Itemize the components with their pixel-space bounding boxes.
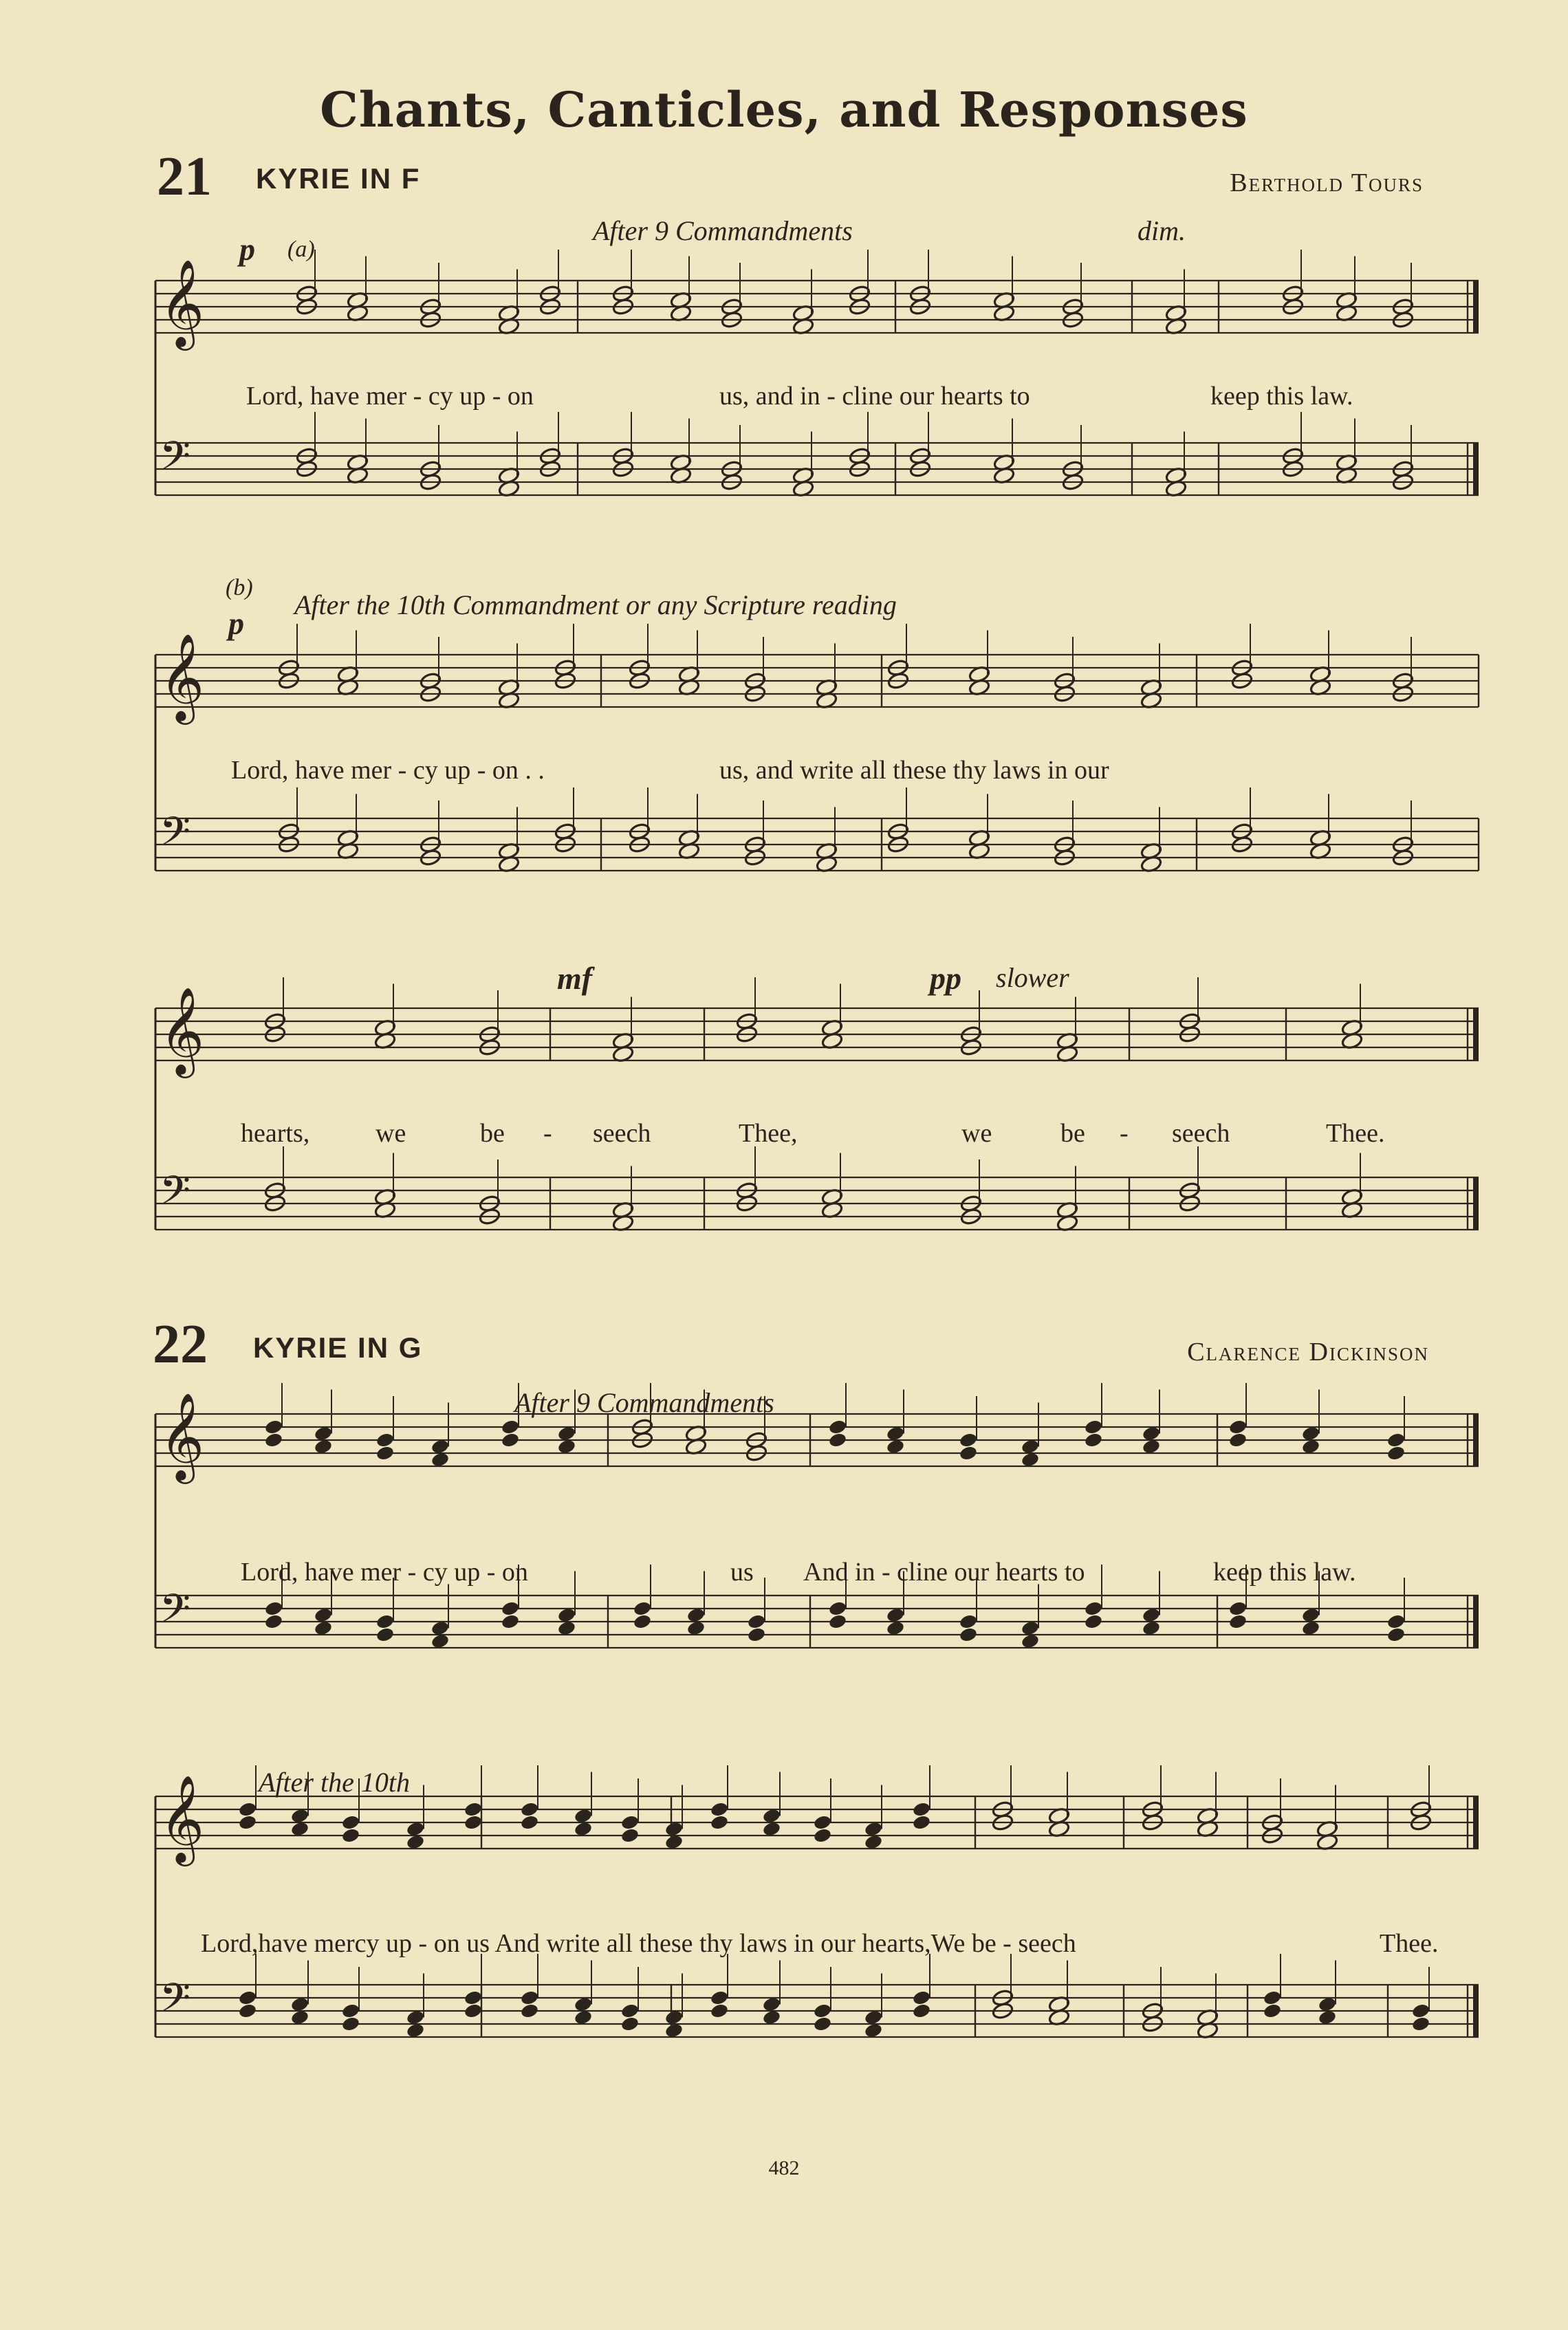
treble-clef: 𝄞 (160, 259, 205, 347)
treble-clef: 𝄞 (160, 1392, 205, 1480)
lyric-segment: And in - cline our hearts to (803, 1558, 1085, 1587)
lyric-segment: us, and write all these thy laws in our (719, 756, 1109, 785)
lyric-word: seech (593, 1119, 651, 1148)
lyric-segment: Thee. (1380, 1929, 1439, 1958)
note-head (264, 1600, 283, 1617)
note-head (912, 1990, 931, 2006)
lyric-word: Thee, (739, 1119, 798, 1148)
lyric-segment: Lord,have mercy up - on us And write all these thy laws in our hearts,We be - seech (201, 1929, 1076, 1958)
direction-text: After the 10th Commandment or any Scripture reading (294, 589, 897, 620)
note-head (959, 1613, 978, 1630)
note-head (710, 2003, 729, 2019)
note-head (1386, 1432, 1406, 1448)
note-head (501, 1419, 520, 1435)
direction-text: After 9 Commandments (514, 1387, 774, 1418)
note-head (813, 1827, 832, 1844)
lyric-word: - (543, 1119, 552, 1148)
note-head (813, 2016, 832, 2032)
note-head (264, 1419, 283, 1435)
page-title: Chants, Canticles, and Responses (320, 81, 1248, 138)
note-head (1084, 1432, 1103, 1448)
note-head (633, 1613, 652, 1630)
lyric-word: hearts, (241, 1119, 310, 1148)
note-head (341, 1827, 360, 1844)
dynamic-mark: pp (930, 961, 961, 996)
note-head (912, 1814, 931, 1831)
note-head (1263, 2003, 1282, 2019)
dim-mark: dim. (1137, 215, 1186, 246)
dynamic-mark: p (228, 606, 244, 641)
lyric-segment: Lord, have mer - cy up - on . . (231, 756, 545, 785)
note-head (828, 1432, 847, 1448)
note-head (620, 2003, 640, 2019)
note-head (520, 1814, 539, 1831)
note-head (747, 1613, 766, 1630)
note-head (959, 1432, 978, 1448)
note-head (1084, 1600, 1103, 1617)
note-head (375, 1432, 395, 1448)
note-head (959, 1626, 978, 1643)
final-barline-thick (1473, 1796, 1479, 1849)
note-head (501, 1613, 520, 1630)
lyric-segment: Lord, have mer - cy up - on (241, 1558, 528, 1587)
lyric-word: be (480, 1119, 505, 1148)
treble-clef: 𝄞 (160, 633, 205, 721)
note-head (633, 1600, 652, 1617)
final-barline-thick (1473, 1414, 1479, 1466)
note-head (710, 1990, 729, 2006)
final-barline-thick (1473, 443, 1479, 495)
note-head (1084, 1419, 1103, 1435)
note-head (828, 1600, 847, 1617)
composer: Clarence Dickinson (1187, 1338, 1429, 1367)
direction-text: slower (996, 962, 1069, 993)
note-head (520, 1801, 539, 1818)
note-head (620, 1827, 640, 1844)
note-head (375, 1613, 395, 1630)
hymn-number: 22 (153, 1314, 208, 1375)
note-head (464, 2003, 483, 2019)
note-head (828, 1613, 847, 1630)
lyric-segment: us, and in - cline our hearts to (719, 382, 1030, 411)
note-head (620, 2016, 640, 2032)
note-head (464, 1990, 483, 2006)
final-barline-thick (1473, 1008, 1479, 1060)
hymn-title: KYRIE IN F (256, 162, 421, 195)
note-head (747, 1626, 766, 1643)
lyric-word: we (375, 1119, 406, 1148)
note-head (1386, 1445, 1406, 1461)
note-head (238, 1990, 257, 2006)
note-head (464, 1814, 483, 1831)
direction-text: After 9 Commandments (593, 215, 853, 246)
bass-clef: 𝄢 (160, 433, 191, 489)
lyric-word: seech (1172, 1119, 1230, 1148)
dynamic-mark: mf (557, 961, 593, 996)
page-number: 482 (768, 2157, 800, 2179)
note-head (710, 1814, 729, 1831)
note-head (1411, 2016, 1430, 2032)
note-head (1411, 2003, 1430, 2019)
lyric-word: be (1060, 1119, 1085, 1148)
lyric-segment: us (730, 1558, 754, 1587)
dynamic-mark: p (239, 232, 255, 267)
note-head (912, 1801, 931, 1818)
note-head (813, 2003, 832, 2019)
hymn-number: 21 (157, 146, 212, 207)
note-head (375, 1445, 395, 1461)
composer: Berthold Tours (1230, 168, 1424, 197)
note-head (620, 1814, 640, 1831)
note-head (238, 2003, 257, 2019)
note-head (1228, 1613, 1248, 1630)
note-head (1386, 1626, 1406, 1643)
final-barline-thick (1473, 281, 1479, 333)
final-barline-thick (1473, 1596, 1479, 1648)
bass-clef: 𝄢 (160, 1167, 191, 1223)
note-head (520, 2003, 539, 2019)
note-head (828, 1419, 847, 1435)
final-barline-thick (1473, 1985, 1479, 2037)
note-head (1386, 1613, 1406, 1630)
note-head (464, 1801, 483, 1818)
lyric-word: Thee. (1326, 1119, 1385, 1148)
note-head (912, 2003, 931, 2019)
note-head (1228, 1432, 1248, 1448)
bass-clef: 𝄢 (160, 808, 191, 864)
note-head (710, 1801, 729, 1818)
note-head (341, 2016, 360, 2032)
lyric-segment: keep this law. (1213, 1558, 1356, 1587)
note-head (959, 1445, 978, 1461)
bass-clef: 𝄢 (160, 1974, 191, 2031)
note-head (341, 1814, 360, 1831)
note-head (238, 1801, 257, 1818)
note-head (813, 1814, 832, 1831)
note-head (375, 1626, 395, 1643)
note-head (264, 1613, 283, 1630)
note-head (341, 2003, 360, 2019)
note-head (1228, 1419, 1248, 1435)
note-head (1084, 1613, 1103, 1630)
lyric-word: we (961, 1119, 992, 1148)
hymn-title: KYRIE IN G (253, 1331, 423, 1364)
bass-clef: 𝄢 (160, 1585, 191, 1642)
lyric-segment: Lord, have mer - cy up - on (246, 382, 534, 411)
note-head (264, 1432, 283, 1448)
lyric-word: - (1120, 1119, 1129, 1148)
treble-clef: 𝄞 (160, 986, 205, 1074)
lyric-segment: keep this law. (1210, 382, 1353, 411)
note-head (501, 1600, 520, 1617)
final-barline-thick (1473, 1177, 1479, 1230)
section-label: (a) (287, 237, 315, 262)
note-head (1228, 1600, 1248, 1617)
note-head (238, 1814, 257, 1831)
direction-text: After the 10th (259, 1767, 410, 1798)
section-label: (b) (226, 575, 253, 600)
note-head (501, 1432, 520, 1448)
treble-clef: 𝄞 (160, 1774, 205, 1862)
note-head (520, 1990, 539, 2006)
note-head (1263, 1990, 1282, 2006)
